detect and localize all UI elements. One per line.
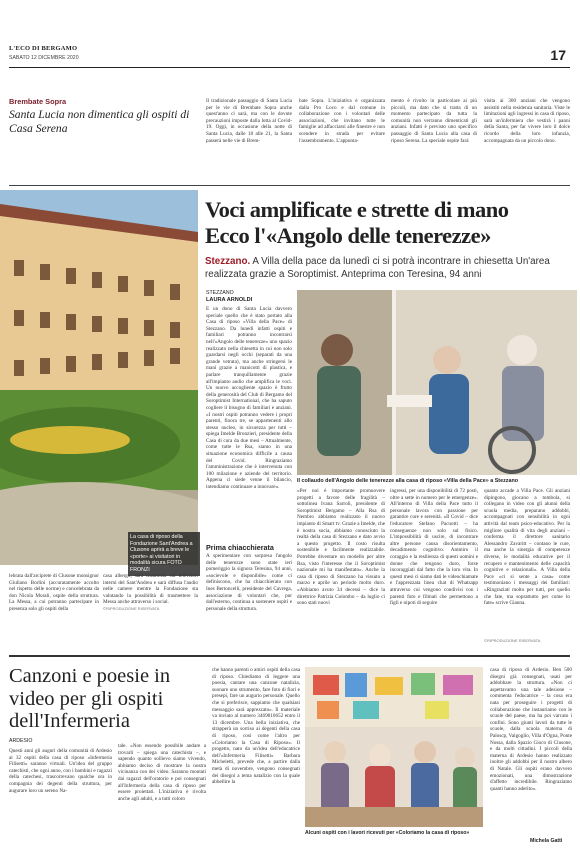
bottom-story-signature: Michela Gatti — [530, 838, 563, 844]
newspaper-name: L'ECO DI BERGAMO — [9, 45, 78, 52]
main-body-column-4-wrap — [484, 488, 570, 648]
photo-residents-drawings — [305, 667, 483, 827]
main-headline-line-2: Ecco l'«Angolo delle tenerezze» — [205, 223, 491, 248]
top-story-column-1: Il tradizionale passaggio di Santa Lucia per le vie di Brembate Sopra anche quest'anno ci sarà, ma con le dovute precauzioni imposte dalla lotta al Covid-19. Oggi, in occasione della notte di Santa Lucia, dalle 18 alle 21, la Santa passerà nelle vie di Brem- — [206, 98, 292, 144]
left-story-column-2-wrap — [103, 573, 198, 648]
photo-right-caption: Il collaudo dell'Angolo delle tenerezze alla casa di riposo «Villa della Pace» a Stezzano — [297, 478, 519, 484]
section-divider-bottom — [9, 655, 570, 657]
photo-tenderness-corner — [297, 290, 577, 475]
top-story-column-4: visita ai 300 anziani che vengono assistiti nella residenza sanitaria. Viste le limitazioni agli ingressi in casa di riposo, sarà un'infermiera che vestirà i panni della Santa, per far vivere loro il dolce ricordo della loro infanzia, accompagnata da un piccolo dono. — [484, 98, 570, 144]
body-subhead: Prima chiacchierata — [206, 543, 274, 552]
main-headline — [205, 197, 575, 249]
byline-author: LAURA ARNOLDI — [206, 297, 253, 303]
bottom-story-column-3: che hanno parenti o amici ospiti della casa di riposo. Chiediamo di leggere una poesia, cantare una canzone natalizia, suonare uno strumento, fare foto di fiori e presepi, fare un augurio personale. Quello che si preferisce, sappiamo che qualsiasi messaggio sarà apprezzato». Il materiale va inviato al numero 3469810652 entro il 13 dicembre. Una bella iniziativa, che strapperà un sorriso ai degenti della casa di riposo, così come l'altro per «Coloriamo la Casa di Riposo». Il progetto, nato da un'idea dell'educatrice dell'«Infermeria Filisetti» Barbara Micheletti, prevede che, a partire dalla metà di novembre, vengono consegnati dei disegni a tema natalizio con la quale abbellire la — [212, 667, 300, 786]
photo-left-caption: La casa di riposo della Fondazione Sant'Andrea a Clusone aprirà a breve le «porte» ai visitatori in modalità sicura FOTO FRONZI — [128, 532, 200, 576]
left-story-column-2: casa albergo, sarà trasmessa sui televisori interni del Sant'Andrea e sarà diffusa l'audio nelle camere mentre la Fondazione sta valutando la possibilità di trasmettere la Messa anche attraverso i social. — [103, 573, 198, 606]
main-headline-line-1: Voci amplificate e strette di mano — [205, 197, 509, 222]
left-story-copyright: ©RIPRODUZIONE RISERVATA — [103, 605, 160, 611]
issue-date: SABATO 12 DICEMBRE 2020 — [9, 55, 79, 61]
left-story-column-1: lebrata dall'arciprete di Clusone monsignor Giuliano Borlini (accuratamente accolto nel rispetto delle norme) e concelebrata da don Nicola Morali, ospite della struttura. La Messa, a cui potranno partecipare in presenza solo gli ospiti della — [9, 573, 99, 612]
header-rule — [9, 67, 570, 68]
page-number: 17 — [550, 47, 566, 63]
main-body-column-1-continued: A sperimentare con sorpresa l'angolo delle tenerezze sono state ieri pomeriggio la signora Teresina, 94 anni, «socievole e disponibile» come ci definiscono, che ha chiacchierato con Ines Bertoncelli, presidente del Cavrega, associazione di volontari che, pur dall'esterno, continua a sostenere ospiti e personale della struttura. — [206, 553, 292, 612]
bottom-story-column-4: casa di riposo di Ardesio. Ben 500 disegni già consegnati, usati per addobbare la struttura. «Non ci aspettavamo una tale adesione – commenta l'educatrice – la cosa era nata per proseguire i progetti di collaborazione che instauriamo con le scuole del paese, ma ha poi varcato i confini. Sono giunti lavori da tutte le scuole, dalla scuola materna di Paloscp, Valgoglio, Villa d'Ogna, Ponte Nossa, dalla Spazio Gioco di Clusone, e da molti cittadini. I piccoli della materna di Ardesio hanno realizzato inoltre gli addobbi per il nostro albero di Natale. Gli ospiti erano davvero emozionati, una dimostrazione d'affetto incredibile. Ringraziamo quanti hanno aderito». — [490, 667, 572, 792]
section-divider — [9, 185, 570, 186]
top-story-title: Santa Lucia non dimentica gli ospiti di Casa Serena — [9, 108, 190, 135]
main-body-column-4: quanto accade a Villa Pace. Gli anziani dipingono, giocano a tombola, si collegano in video con gli alunni della scuola media, preparano addobbi, accompagnati con sensibilità in ogni attività dal team psico-educativo. Per la migliore qualità di vita degli anziani – conferma il direttore sanitario Alessandro Zavaritt – contano le cure, ma anche la sinergia di competenze diverse, le modalità educative per il recupero e mantenimento delle capacità cognitive e relazionali». A Villa della Pace «ci si sente a casa» come testimoniano i messaggi dei familiari: «Ringraziati molto per tutti, per quello che fate, ma soprattutto per come lo fate» scrive Gianna. — [484, 488, 570, 607]
bottom-story-column-1: Questi anni gli auguri della comunità di Ardesio ai 32 ospiti della casa di riposo «Infermeria Filisetti» saranno virtuali. Un'idea del gruppo catechisti, che ogni anno, con i bambini e ragazzi della catechesi, trascorrevano qualche ora in compagnia dei degenti della struttura, per augurare loro un sereno Na- — [9, 748, 112, 794]
residents-illustration — [305, 667, 483, 827]
main-body-column-2: «Per noi è importante promuovere progetti a favore delle fragilità – sottolinea Ivana Sarroli, presidente di Soroptimist Bergamo – Alla Rsa di Nembro abbiamo realizzato il nuovo impianto di Smart tv. Grazie a Imelde, che è nostra socia, abbiamo conosciuto la realtà della casa di Stezzano e dato avvio a questo progetto. Il costo risulta sostenibile e facilmente realizzabile. Potrebbe diventare un modello per altre Rsa, visto l'interesse che il Soroptimist nazionale mi ha manifestato». Anche la casa di riposo di Stezzano ha vissuto a marzo e aprile un periodo molto duro. «Abbiamo avuto 34 decessi – dice la direttrice Patrizia Colombo – da luglio ci sono stati nuovi — [297, 488, 385, 607]
main-subheadline — [205, 255, 573, 281]
main-body-column-1: È un dono di Santa Lucia davvero speciale quello che è stato portato alla Casa di riposo «Villa della Pace» di Stezzano. Da lunedì infatti ospiti e familiari potranno incontrarsi nell'«Angolo delle tenerezze» uno spazio realizzato nella chiesetta in cui non solo guardarsi negli occhi (separati da una grande vetrata), ma anche stringersi le mani grazie a manicotti di plastica, e parlare tranquillamente grazie all'impianto audio che amplifica le voci. Un nuovo accogliente spazio è frutto della generosità del Club di Bergamo del Soroptimist International, che ha saputo cogliere il bisogno di familiari e anziani. «I nostri ospiti potranno vedere i propri parenti, finora tre, se appartenenti allo stesso nucleo, in sicurezza per tutti – spiega Imelde Bronzieri, presidente della Casa di cura da due mesi – Attualmente, come tutte le Rsa, siamo in una situazione economica difficile a causa del Covid. Ringraziamo l'amministrazione che è intervenuta con 100 milazione e aziende del territorio. Appena ci siede venne il bilancio, intendiamo continuare a innovare». — [206, 306, 292, 491]
main-story-copyright: ©RIPRODUZIONE RISERVATA — [484, 638, 541, 643]
bottom-story-title: Canzoni e poesie in video per gli ospiti dell'Infermeria — [9, 665, 171, 732]
bottom-story-column-2: tale. «Non essendo possibile andare a trovarli – spiega una catechista –, e sapendo quanto sollievo siamo vivendo, abbiamo deciso di mostrare la nostra vicinanza con dei video. Saranno montati dai ragazzi dell'oratorio e poi consegnati all'Infermeria della casa di riposo per essere proiettati. L'iniziativa è rivolta anche agli adulti, e a tutti coloro — [118, 743, 206, 802]
visit-illustration — [297, 290, 577, 475]
photo-nursing-home-building — [0, 190, 198, 565]
building-illustration — [0, 190, 198, 565]
top-story-kicker: Brembate Sopra — [9, 97, 67, 106]
subheadline-text: A Villa della pace da lunedì ci si potrà incontrare in chiesetta Un'area realizzata grazie a Soroptimist. Anteprima con Teresina, 94 anni — [205, 256, 550, 280]
bottom-story-place: ARDESIO — [9, 738, 33, 744]
dateline-town: Stezzano. — [205, 256, 251, 267]
byline-place: STEZZANO — [206, 290, 234, 296]
top-story-column-3: mento è rivolto in particolare ai più piccoli, ma dato che si tratta di un momento partecipato da tutta la comunità non verranno dimenticati gli anziani. Infatti è previsto uno specifico passaggio di Santa Lucia alla casa di riposo Serena. La speciale ospite farà — [391, 98, 477, 144]
top-story-column-2: bate Sopra. L'iniziativa è organizzata dalla Pro Loco e dal comune in collaborazione con i volontari delle associazioni, che invitano tutte le famiglie ad affacciarsi alle finestre e non scendere in strada per evitare l'assembramento. L'appunta- — [299, 98, 385, 144]
main-body-column-3: ingressi, per una disponibilità di 72 posti, oltre a sette in numero per le emergenze». All'interno di Villa della Pace tutto il personale lavora con passione per garantire cure e serenità. «Il Covid – dice l'educatore Stefano Pacuotti – ha conseguenze non solo sul fisico. L'impossibilità di uscire, di incontrare altre persone causa disorientamento, decadimento cognitivo. Ammiro il coraggio e la resilienza di questi uomini e donne che tengono duro, forse incoraggiati dal fatto che la loro vita. In questi mesi ci siamo dati le videochiamate e l'apprezzata linea chat di Whatsapp attraverso cui vengono condivisi con i parenti foto e filmati che permettono a figli e nipoti di seguire — [390, 488, 478, 607]
photo-bottom-caption: Alcuni ospiti con i lavori ricevuti per «Coloriamo la casa di riposo» — [305, 830, 470, 836]
